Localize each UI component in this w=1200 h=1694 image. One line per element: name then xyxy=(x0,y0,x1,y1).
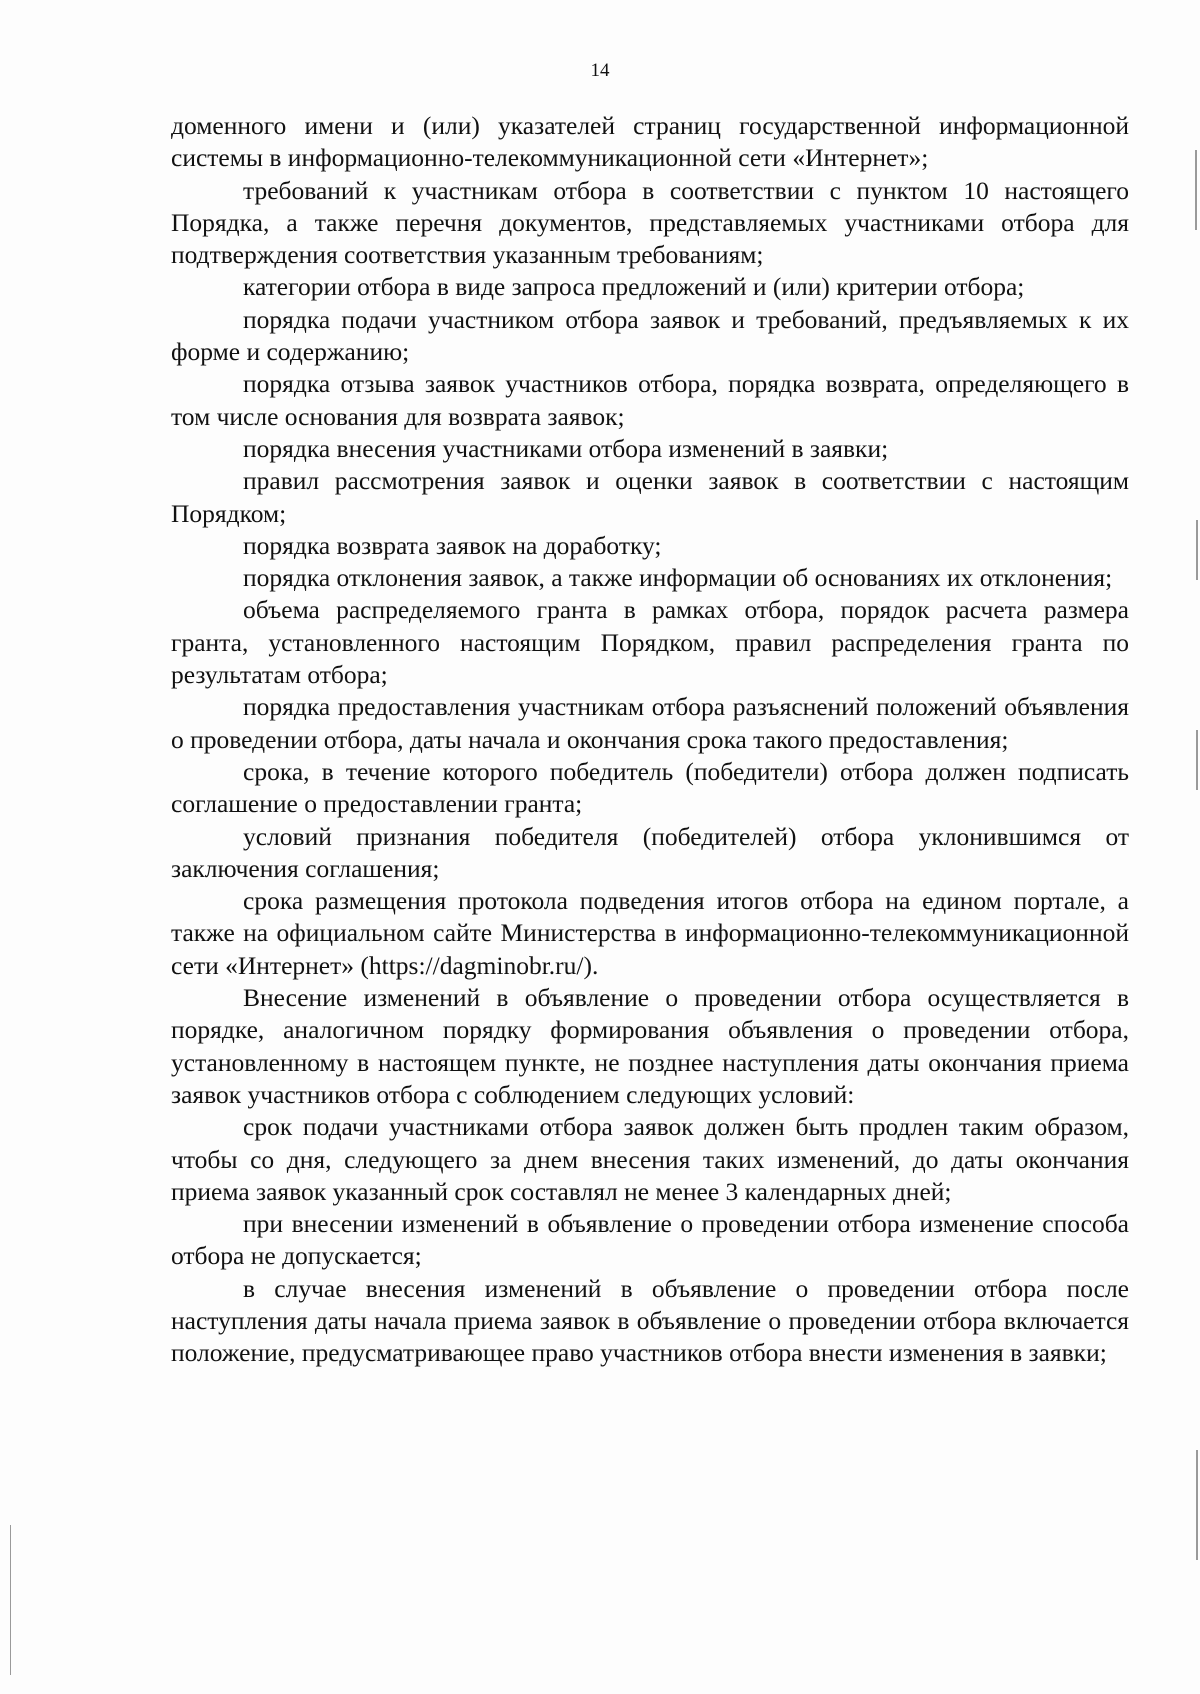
scan-edge-mark xyxy=(1195,150,1197,230)
paragraph: срока, в течение которого победитель (победители) отбора должен подписать соглашение о предоставлении гранта; xyxy=(171,756,1129,819)
paragraph: условий признания победителя (победителей) отбора уклонившимся от заключения соглашения; xyxy=(171,821,1129,883)
paragraph: порядка отклонения заявок, а также информации об основаниях их отклонения; xyxy=(243,563,1113,593)
scan-edge-mark xyxy=(1196,1450,1198,1560)
paragraph: при внесении изменений в объявление о проведении отбора изменение способа отбора не допускается; xyxy=(171,1209,1129,1271)
paragraph: порядка отзыва заявок участников отбора, порядка возврата, определяющего в том числе основания для возврата заявок; xyxy=(171,369,1129,431)
paragraph: в случае внесения изменений в объявление о проведении отбора после наступления даты начала приема заявок в объявление о проведении отбора включается положение, предусматривающее право участников отбора внести изменения в заявки; xyxy=(171,1273,1129,1368)
paragraph: порядка предоставления участникам отбора разъяснений положений объявления о проведении отбора, даты начала и окончания срока такого предоставления; xyxy=(171,692,1129,754)
paragraph: правил рассмотрения заявок и оценки заявок в соответствии с настоящим Порядком; xyxy=(171,466,1129,528)
paragraph: порядка подачи участником отбора заявок и требований, предъявляемых к их форме и содержанию; xyxy=(171,304,1129,367)
paragraph: Внесение изменений в объявление о проведении отбора осуществляется в порядке, аналогичном порядку формирования объявления о проведении отбора, установленному в настоящем пункте, не позднее наступления даты окончания приема заявок участников отбора с соблюдением следующих условий: xyxy=(171,983,1129,1109)
paragraph: срока размещения протокола подведения итогов отбора на едином портале, а также на официальном сайте Министерства в информационно-телекоммуникационной сети «Интернет» (https://dagminobr.ru/). xyxy=(171,886,1129,980)
paragraph: порядка возврата заявок на доработку; xyxy=(243,530,662,560)
paragraph: требований к участникам отбора в соответствии с пунктом 10 настоящего Порядка, а также перечня документов, представляемых участниками отбора для подтверждения соответствия указанным требованиям; xyxy=(171,175,1129,270)
scan-edge-mark xyxy=(1196,520,1198,580)
scan-edge-mark xyxy=(10,1525,11,1675)
paragraph: категории отбора в виде запроса предложений и (или) критерии отбора; xyxy=(243,272,1025,302)
paragraph: порядка внесения участниками отбора изменений в заявки; xyxy=(243,433,889,463)
scan-edge-mark xyxy=(1196,730,1198,790)
document-body xyxy=(171,110,1129,1370)
paragraph: объема распределяемого гранта в рамках отбора, порядок расчета размера гранта, установленного настоящим Порядком, правил распределения гранта по результатам отбора; xyxy=(171,595,1129,690)
paragraph: доменного имени и (или) указателей страниц государственной информационной системы в информационно-телекоммуникационной сети «Интернет»; xyxy=(171,111,1129,173)
page-number: 14 xyxy=(590,60,610,81)
paragraph: срок подачи участниками отбора заявок должен быть продлен таким образом, чтобы со дня, следующего за днем внесения таких изменений, до даты окончания приема заявок указанный срок составлял не менее 3 календарных дней; xyxy=(171,1112,1129,1206)
